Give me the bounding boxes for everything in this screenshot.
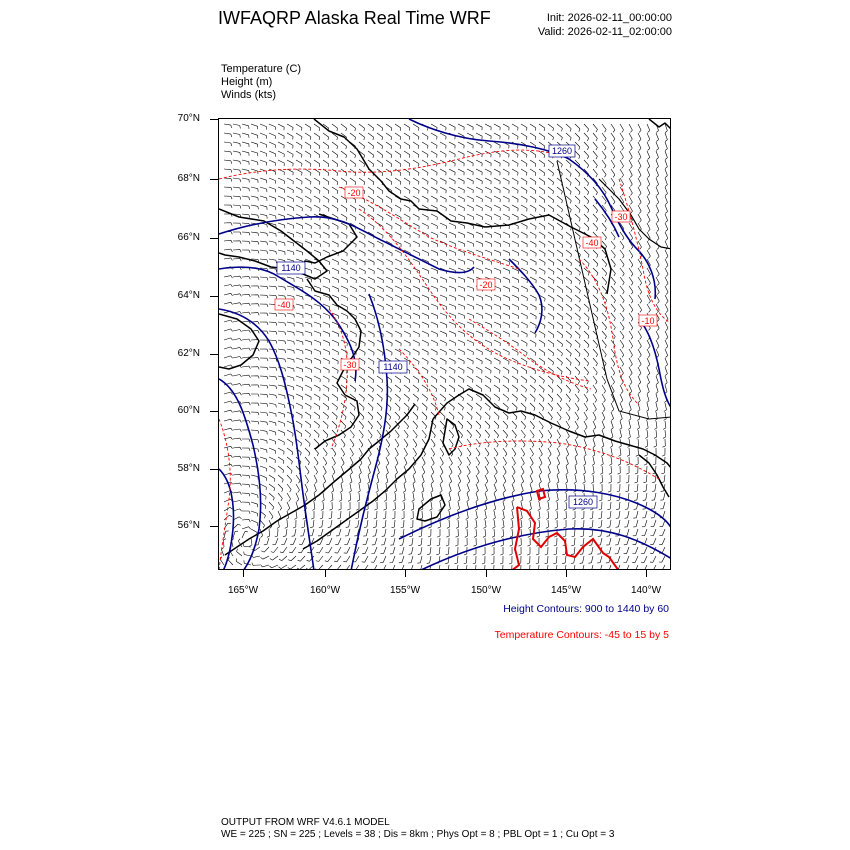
- seward-peninsula: [289, 214, 357, 269]
- init-time: Init: 2026-02-11_00:00:00: [546, 12, 672, 24]
- field-height-label: Height (m): [221, 76, 273, 88]
- temp-label-1: [345, 187, 363, 198]
- lon-tick: [646, 570, 647, 577]
- temperature-contour: [219, 419, 230, 570]
- canada-arctic-islands: [649, 119, 671, 129]
- height-contour: [219, 267, 356, 381]
- lat-tick: [210, 238, 218, 239]
- temp-label-7: [639, 315, 657, 326]
- temp-label-6: [341, 359, 359, 370]
- svg-text:-10: -10: [641, 316, 655, 326]
- svg-text:1260: 1260: [572, 497, 594, 507]
- lon-label-145: 145°W: [550, 585, 582, 596]
- alaska-peninsula: [225, 404, 415, 555]
- temperature-contour: [449, 441, 659, 479]
- height-label-1140-west: [277, 262, 305, 274]
- lon-tick: [405, 570, 406, 577]
- height-label-1260-north: [549, 145, 575, 157]
- svg-text:-30: -30: [614, 212, 628, 222]
- lat-label-64: 64°N: [177, 290, 200, 301]
- model-footer-line1: OUTPUT FROM WRF V4.6.1 MODEL: [221, 817, 390, 828]
- lon-tick: [325, 570, 326, 577]
- temperature-contour: [219, 150, 559, 179]
- height-label-1140-central: [379, 361, 407, 373]
- lon-tick: [566, 570, 567, 577]
- temperature-contour: [339, 187, 519, 269]
- lat-tick: [210, 354, 218, 355]
- svg-text:1140: 1140: [383, 362, 403, 372]
- svg-text:-30: -30: [343, 360, 357, 370]
- lat-label-68: 68°N: [177, 173, 200, 184]
- lat-label-70: 70°N: [177, 113, 200, 124]
- lon-label-155: 155°W: [389, 585, 421, 596]
- canada-arctic-coast: [599, 179, 671, 249]
- lat-tick: [210, 179, 218, 180]
- field-winds-label: Winds (kts): [221, 89, 276, 101]
- lon-tick: [486, 570, 487, 577]
- lon-label-140: 140°W: [630, 585, 662, 596]
- lat-tick: [210, 119, 218, 120]
- lon-tick: [243, 570, 244, 577]
- lon-label-165: 165°W: [227, 585, 259, 596]
- svg-text:1140: 1140: [281, 263, 301, 273]
- svg-text:-20: -20: [479, 280, 493, 290]
- lat-label-62: 62°N: [177, 348, 200, 359]
- temperature-contour: [359, 209, 589, 381]
- map-title: IWFAQRP Alaska Real Time WRF: [218, 8, 491, 28]
- svg-text:1260: 1260: [551, 146, 573, 156]
- svg-text:-40: -40: [585, 238, 599, 248]
- valid-time: Valid: 2026-02-11_02:00:00: [537, 26, 672, 38]
- lat-tick: [210, 411, 218, 412]
- temperature-contours-legend: Temperature Contours: -45 to 15 by 5: [494, 629, 669, 641]
- height-contour: [639, 319, 671, 409]
- temp-label-3: [583, 237, 601, 248]
- temp-label-2: [612, 211, 630, 222]
- height-contours-legend: Height Contours: 900 to 1440 by 60: [503, 603, 669, 615]
- temperature-contour: [619, 179, 671, 324]
- model-footer-line2: WE = 225 ; SN = 225 ; Levels = 38 ; Dis = 8km ; Phys Opt = 8 ; PBL Opt = 1 ; Cu Opt = 3: [221, 829, 615, 840]
- temperature-contour-bold: [511, 507, 619, 570]
- field-temperature-label: Temperature (C): [221, 63, 302, 75]
- lat-label-58: 58°N: [177, 463, 200, 474]
- map-panel: [218, 118, 671, 570]
- lat-label-56: 56°N: [177, 520, 200, 531]
- lat-tick: [210, 296, 218, 297]
- lat-label-66: 66°N: [177, 232, 200, 243]
- lon-label-160: 160°W: [309, 585, 341, 596]
- lat-tick: [210, 526, 218, 527]
- lat-tick: [210, 469, 218, 470]
- temperature-contour-bold: [537, 489, 545, 499]
- svg-text:-40: -40: [277, 300, 291, 310]
- lat-label-60: 60°N: [177, 405, 200, 416]
- lon-label-150: 150°W: [470, 585, 502, 596]
- height-contours-layer: [219, 119, 671, 570]
- svg-text:-20: -20: [347, 188, 361, 198]
- temp-label-4: [477, 279, 495, 290]
- temp-label-5: [275, 299, 293, 310]
- kenai-peninsula: [443, 419, 459, 455]
- height-label-1260-south: [569, 496, 597, 508]
- coastline-layer: [219, 119, 671, 555]
